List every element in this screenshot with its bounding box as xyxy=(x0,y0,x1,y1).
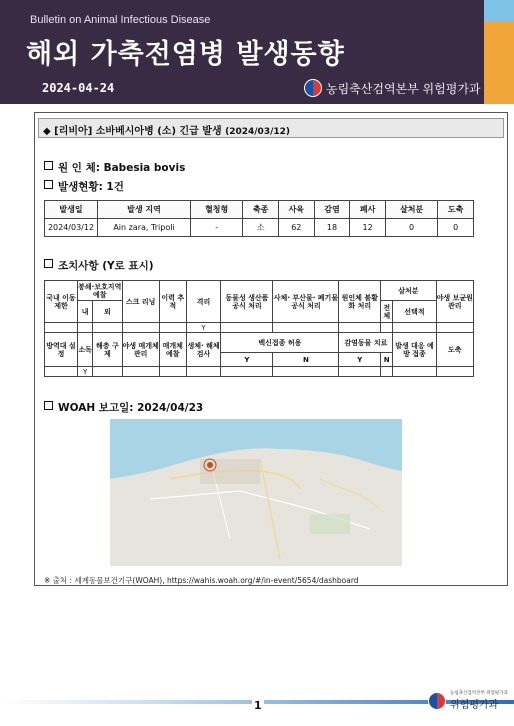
table-header: 원인체 불활화 처리 xyxy=(339,281,381,323)
table-header: 사체· 부산물· 폐기물 공식 처리 xyxy=(273,281,339,323)
table-cell: 0 xyxy=(438,219,474,237)
source-note: ※ 출처 : 세계동물보건기구(WOAH), https://wahis.woah.org/#/in-event/5654/dashboard xyxy=(44,576,359,585)
table-header: Y xyxy=(221,353,273,367)
table-header: N xyxy=(273,353,339,367)
table-header: 생체· 해체 검사 xyxy=(186,333,221,367)
table-header: 이력 추적 xyxy=(159,281,186,323)
table-cell: Y xyxy=(186,323,221,333)
table-cell: 소 xyxy=(243,219,279,237)
table-header: 사육 xyxy=(279,201,315,219)
section-date: (2024/03/12) xyxy=(225,127,291,137)
checkbox-icon xyxy=(44,259,53,268)
map-graphic xyxy=(110,419,402,566)
table-header: 발생 지역 xyxy=(98,201,191,219)
table-header: 혈청형 xyxy=(191,201,243,219)
status-text: 발생현황: 1건 xyxy=(58,181,124,193)
table-header: 국내 이동 제한 xyxy=(45,281,78,323)
table-row xyxy=(45,219,474,237)
org-logo-icon xyxy=(304,79,322,97)
status-line xyxy=(44,179,124,194)
table-cell: 2024/03/12 xyxy=(45,219,98,237)
table-cell: Ain zara, Tripoli xyxy=(98,219,191,237)
outbreak-marker[interactable] xyxy=(207,462,213,468)
table-header: 전체 xyxy=(381,301,393,323)
org-logo-icon xyxy=(428,692,446,710)
checkbox-icon xyxy=(44,401,53,410)
table-header: 격리 xyxy=(186,281,221,323)
table-cell: 62 xyxy=(279,219,315,237)
table-header: 외 xyxy=(93,301,122,323)
page-number: 1 xyxy=(254,699,262,712)
section-title: ◆ [리비아] 소바베시아병 (소) 긴급 발생 xyxy=(43,126,222,137)
table-header: 매개체 예찰 xyxy=(159,333,186,367)
table-header: 살처분 xyxy=(381,281,436,301)
footer-organization xyxy=(428,690,508,711)
table-header: 내 xyxy=(77,301,92,323)
woah-line xyxy=(44,400,203,415)
woah-text: WOAH 보고일: 2024/04/23 xyxy=(58,402,204,414)
table-header: 야생 보균원 관리 xyxy=(436,281,473,323)
pathogen-line xyxy=(44,160,185,175)
table-header: 야생 매개체 관리 xyxy=(122,333,159,367)
outbreak-table xyxy=(44,200,474,237)
measures-table xyxy=(44,280,474,377)
header-banner xyxy=(0,0,514,104)
table-header: 도축 xyxy=(436,333,473,367)
measures-title: 조치사항 (Y로 표시) xyxy=(58,260,154,272)
table-header: 선택적 xyxy=(393,301,436,323)
table-header: Y xyxy=(339,353,381,367)
table-header: 살처분 xyxy=(385,201,437,219)
checkbox-icon xyxy=(44,161,53,170)
table-cell: 0 xyxy=(385,219,437,237)
table-header-row xyxy=(45,201,474,219)
table-header: 백신접종 허용 xyxy=(221,333,339,353)
table-header: 도축 xyxy=(438,201,474,219)
organization-name: 농림축산검역본부 위험평가과 xyxy=(326,81,481,96)
table-header: 동물성 생산품 공식 처리 xyxy=(221,281,273,323)
organization xyxy=(304,79,481,97)
measures-line xyxy=(44,258,154,273)
table-header: 감염 xyxy=(314,201,350,219)
table-header: 폐사 xyxy=(350,201,386,219)
table-cell: 12 xyxy=(350,219,386,237)
table-header: N xyxy=(381,353,393,367)
outbreak-map[interactable] xyxy=(110,419,402,566)
table-header: 스크 리닝 xyxy=(122,281,159,323)
pathogen-text: 원 인 체: Babesia bovis xyxy=(58,162,186,174)
footer-org-big: 위험평가과 xyxy=(450,700,499,711)
page-title: 해외 가축전염병 발생동향 xyxy=(26,39,345,70)
bulletin-subtitle: Bulletin on Animal Infectious Disease xyxy=(30,14,211,26)
footer-org-small: 농림축산검역본부 위험평가과 xyxy=(450,691,508,696)
table-header: 해충 구제 xyxy=(93,333,122,367)
table-cell: Y xyxy=(77,367,92,377)
table-header: 축종 xyxy=(243,201,279,219)
table-header: 감염동물 치료 xyxy=(339,333,393,353)
table-cell: - xyxy=(191,219,243,237)
table-header: 발생일 xyxy=(45,201,98,219)
section-heading xyxy=(38,118,504,138)
table-header: 소독 xyxy=(77,333,92,367)
table-header: 방역대 설정 xyxy=(45,333,78,367)
bulletin-date: 2024-04-24 xyxy=(42,81,115,95)
table-header: 봉쇄·보호지역 예찰 xyxy=(78,282,122,299)
table-header: 발생 대응 예방 접종 xyxy=(393,333,436,367)
header-accent-top xyxy=(484,0,514,22)
table-cell: 18 xyxy=(314,219,350,237)
checkbox-icon xyxy=(44,180,53,189)
